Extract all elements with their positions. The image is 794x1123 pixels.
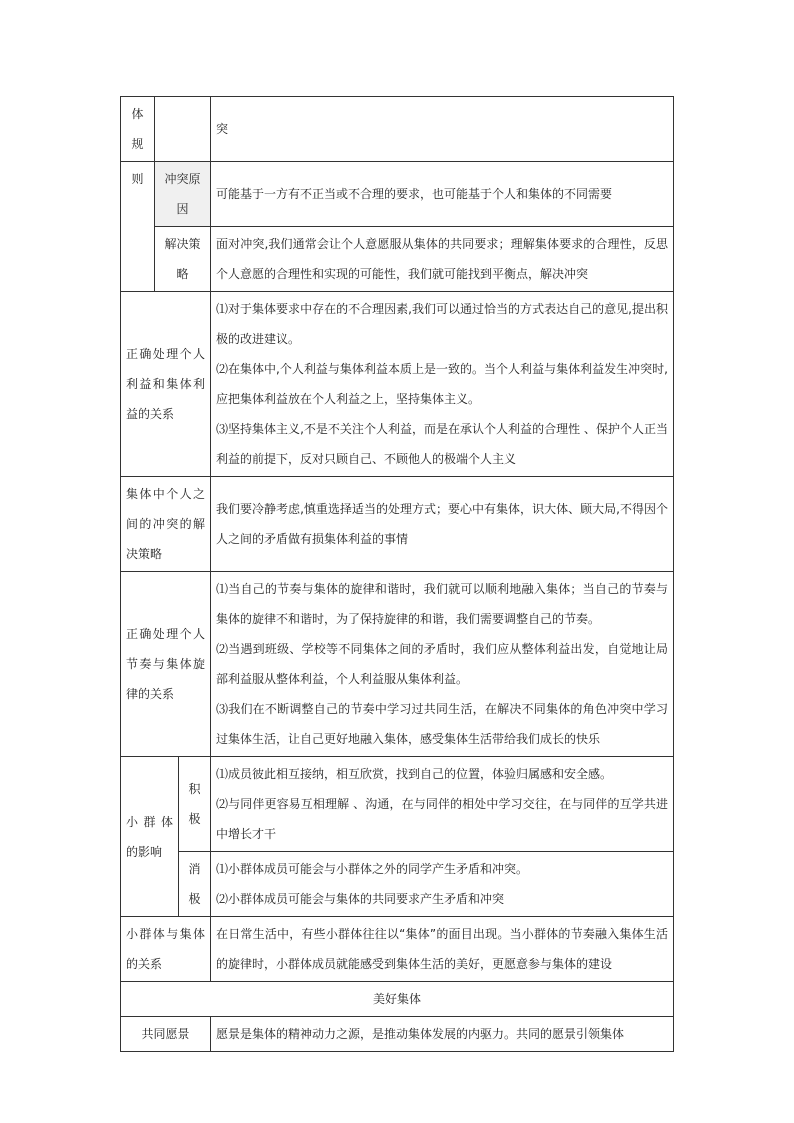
list-item: ⑵小群体成员可能会与集体的共同要求产生矛盾和冲突: [216, 892, 505, 906]
section-title: 美好集体: [121, 982, 674, 1017]
content-cell: 在日常生活中，有些小群体往往以“集体”的面目出现。当小群体的节奏融入集体生活的旋律时，小群体成员就能感受到集体生活的美好，更愿意参与集体的建设: [211, 917, 674, 982]
list-item: ⑴成员彼此相互接纳，相互欣赏，找到自己的位置，体验归属感和安全感。: [216, 767, 613, 781]
rule-label-bottom: 则: [121, 162, 155, 292]
list-item: ⑴对于集体要求中存在的不合理因素,我们可以通过恰当的方式表达自己的意见,提出积极的改进建议。: [216, 302, 668, 346]
table-row: [121, 572, 674, 757]
table-row: [121, 97, 674, 162]
list-item: ⑵在集体中,个人利益与集体利益本质上是一致的。当个人利益与集体利益发生冲突时,应把集体利益放在个人利益之上，坚持集体主义。: [216, 362, 668, 406]
content-cell: [211, 292, 674, 477]
list-item: ⑴小群体成员可能会与小群体之外的同学产生矛盾和冲突。: [216, 862, 529, 876]
table-row: [121, 852, 674, 917]
list-item: ⑵当遇到班级、学校等不同集体之间的矛盾时，我们应从整体利益出发，自觉地让局部利益服从整体利益，个人利益服从集体利益。: [216, 642, 668, 686]
list-item: ⑴当自己的节奏与集体的旋律和谐时，我们就可以顺利地融入集体；当自己的节奏与集体的旋律不和谐时，为了保持旋律的和谐，我们需要调整自己的节奏。: [216, 582, 668, 626]
knowledge-table: [120, 96, 674, 1052]
table-row: [121, 917, 674, 982]
content-cell: [211, 757, 674, 852]
sub-label-negative: 消极: [179, 852, 211, 917]
content-cell: [211, 852, 674, 917]
table-row: [121, 227, 674, 292]
rule-label-top: 体规: [121, 97, 155, 162]
row-label: 小群体与集体的关系: [121, 917, 211, 982]
sub-label-positive: 积极: [179, 757, 211, 852]
content-cell: 突: [211, 97, 674, 162]
content-cell: 可能基于一方有不正当或不合理的要求，也可能基于个人和集体的不同需要: [211, 162, 674, 227]
list-item: ⑶我们在不断调整自己的节奏中学习过共同生活，在解决不同集体的角色冲突中学习过集体生活，让自己更好地融入集体，感受集体生活带给我们成长的快乐: [216, 702, 668, 746]
table-row: [121, 292, 674, 477]
content-cell: 我们要冷静考虑,慎重选择适当的处理方式；要心中有集体，识大体、顾大局,不得因个人之间的矛盾做有损集体利益的事情: [211, 477, 674, 572]
content-cell: 愿景是集体的精神动力之源，是推动集体发展的内驱力。共同的愿景引领集体: [211, 1017, 674, 1052]
table-row: [121, 162, 674, 227]
row-label: 正确处理个人利益和集体利益的关系: [121, 292, 211, 477]
sub-label-strategy: 解决策略: [155, 227, 211, 292]
content-cell: 面对冲突,我们通常会让个人意愿服从集体的共同要求；理解集体要求的合理性，反思个人意愿的合理性和实现的可能性，我们就可能找到平衡点，解决冲突: [211, 227, 674, 292]
row-label: 正确处理个人节奏与集体旋律的关系: [121, 572, 211, 757]
row-label: 集体中个人之间的冲突的解决策略: [121, 477, 211, 572]
table-row: [121, 477, 674, 572]
content-cell: [211, 572, 674, 757]
row-label: 小群体的影响: [121, 757, 179, 917]
empty-cell: [155, 97, 211, 162]
table-row: [121, 757, 674, 852]
table-row: [121, 982, 674, 1017]
list-item: ⑵与同伴更容易互相理解 、沟通，在与同伴的相处中学习交往，在与同伴的互学共进中增长才干: [216, 797, 668, 841]
row-label: 共同愿景: [121, 1017, 211, 1052]
list-item: ⑶坚持集体主义,不是不关注个人利益，而是在承认个人利益的合理性 、保护个人正当利益的前提下，反对只顾自己、不顾他人的极端个人主义: [216, 422, 668, 466]
sub-label-conflict-cause: 冲突原因: [155, 162, 211, 227]
table-row: [121, 1017, 674, 1052]
